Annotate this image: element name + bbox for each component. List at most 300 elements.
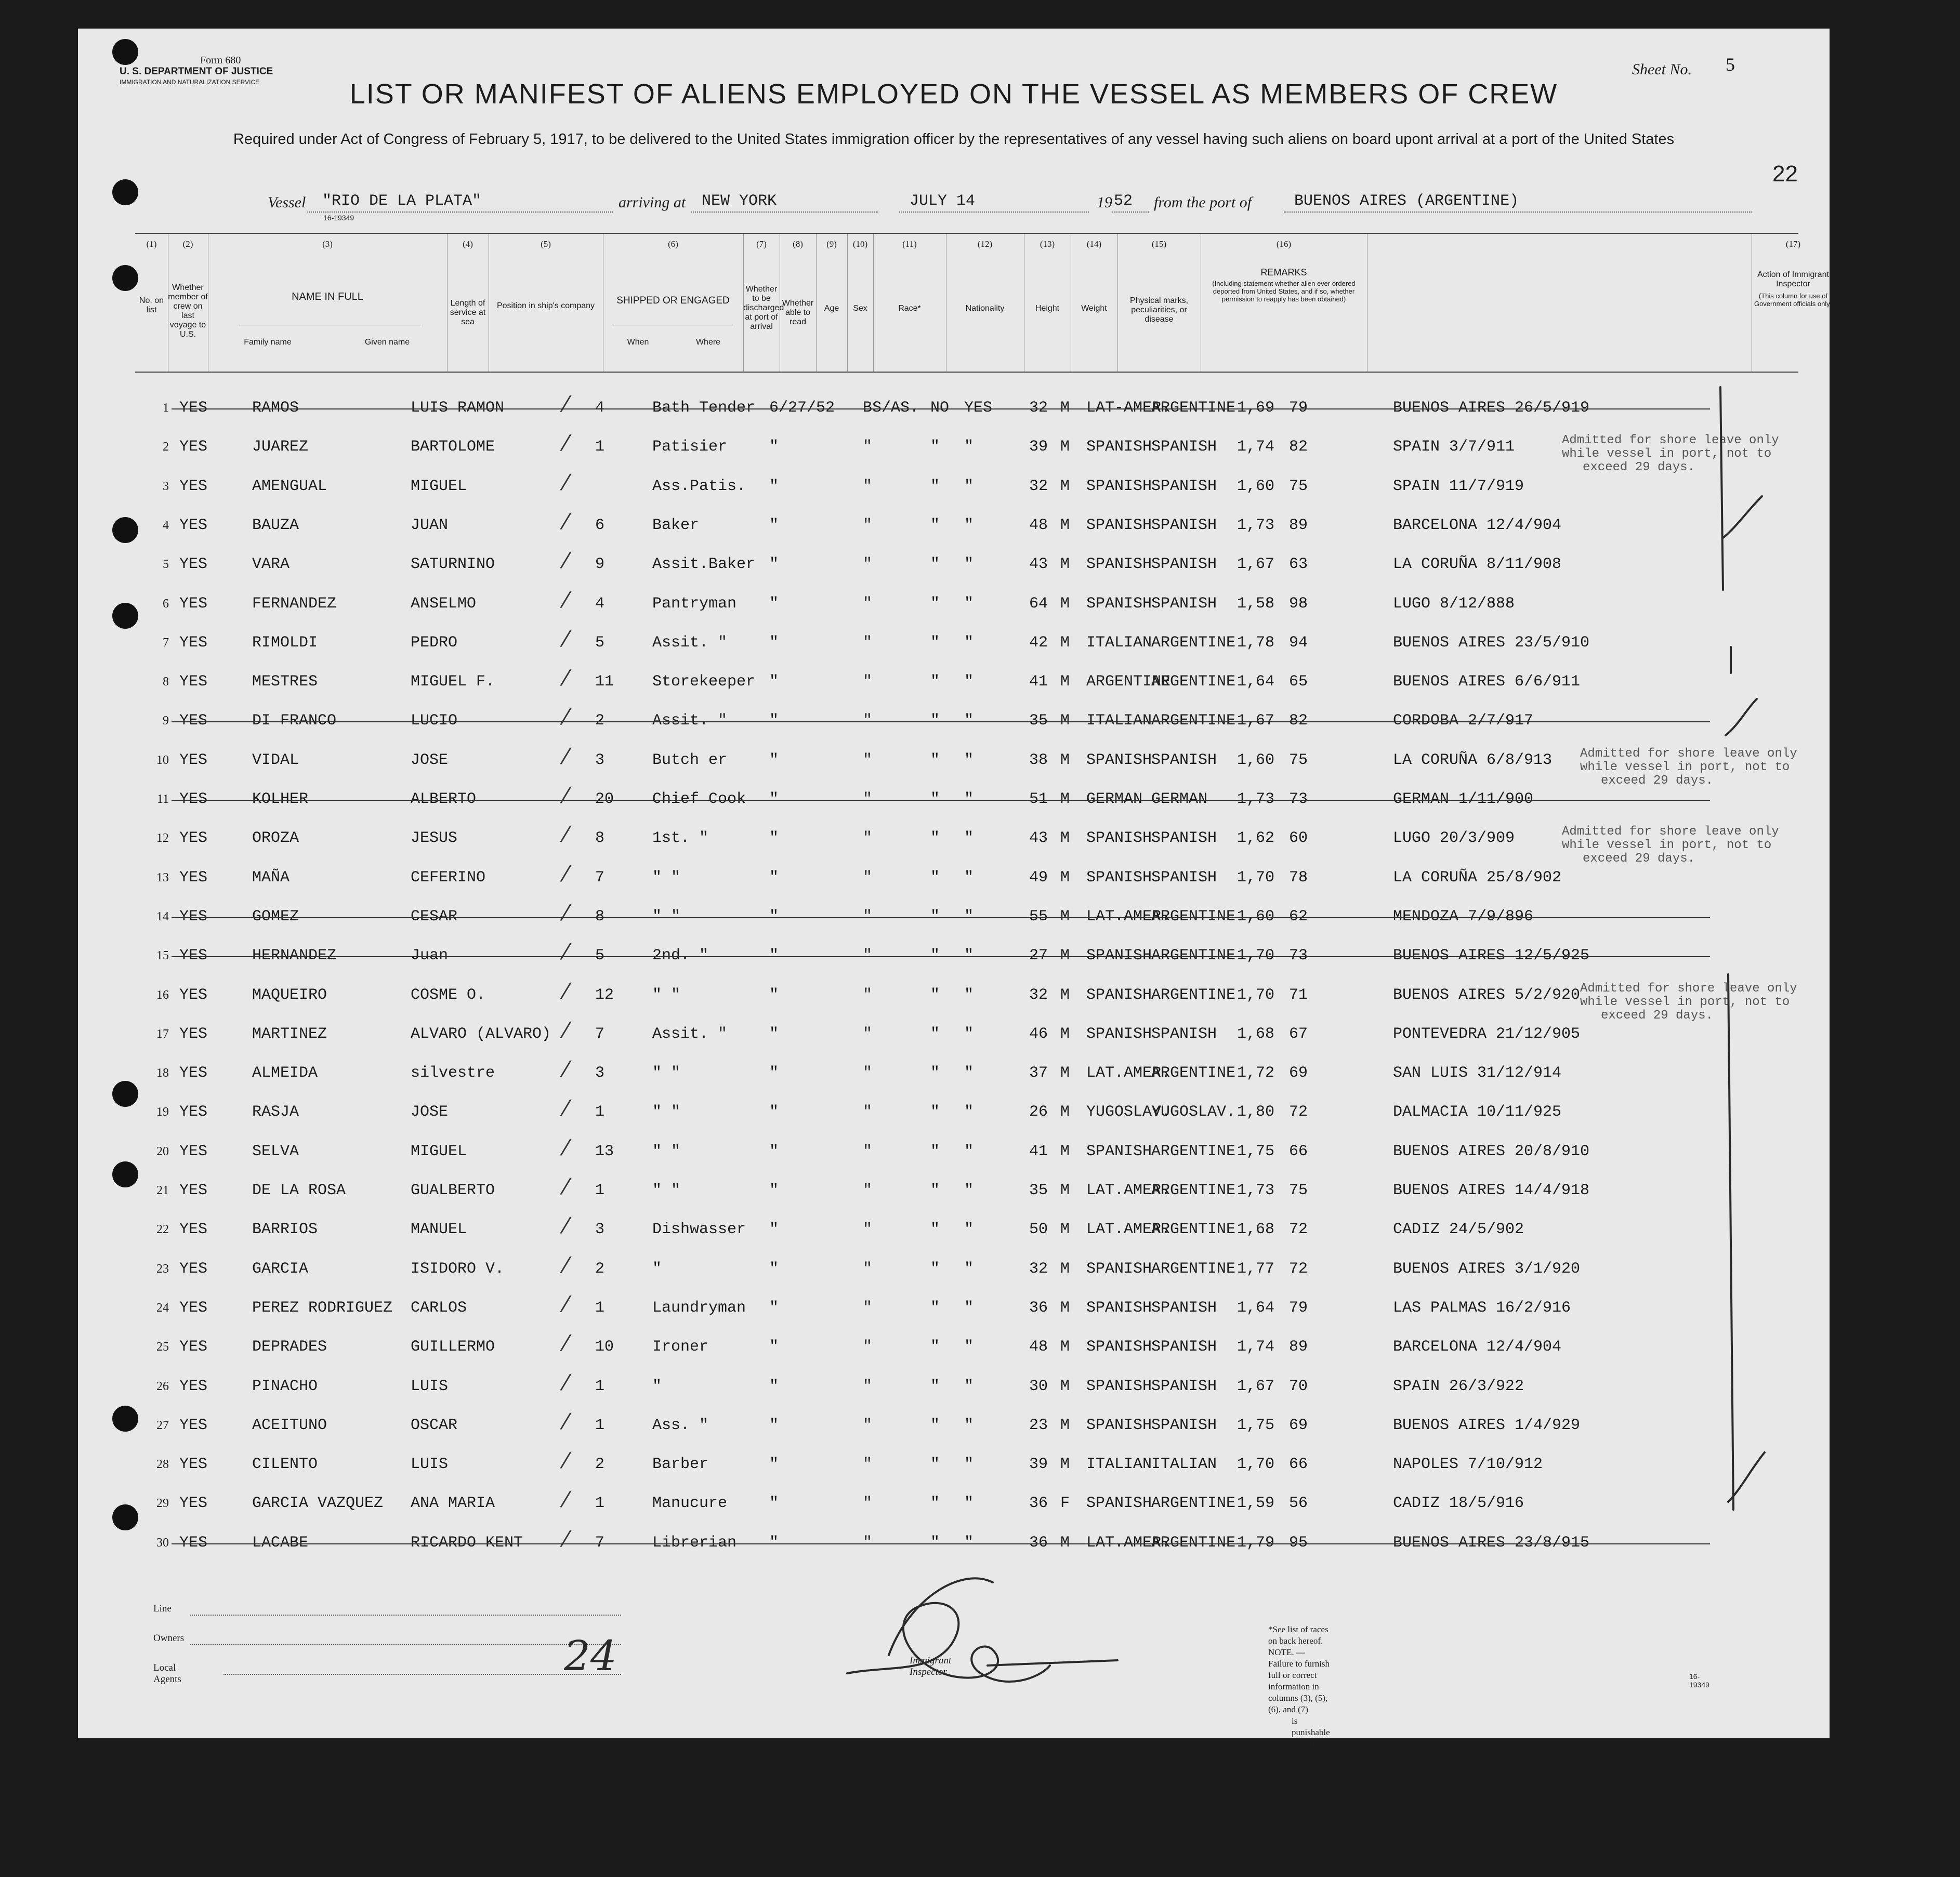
family-name: MESTRES [252, 673, 318, 691]
nationality: ARGENTINE [1151, 1495, 1236, 1513]
race: ITALIAN [1086, 712, 1152, 730]
able-to-read: " [964, 712, 974, 730]
pen-check-icon: ⁄ [564, 704, 568, 730]
remarks: BUENOS AIRES 3/1/920 [1393, 1260, 1581, 1278]
row-number: 18 [156, 1066, 169, 1080]
sex: M [1060, 1064, 1070, 1082]
height: 1,60 [1237, 751, 1275, 769]
shipped-when: " [769, 1495, 779, 1513]
department-name: U. S. DEPARTMENT OF JUSTICE [120, 66, 273, 77]
row-number: 21 [156, 1184, 169, 1197]
race: SPANISH [1086, 1260, 1152, 1278]
weight: 69 [1289, 1064, 1308, 1082]
sex: M [1060, 477, 1070, 495]
service-length: 7 [595, 1025, 605, 1043]
col-17-number: (17) [1785, 239, 1801, 249]
position: Assit. " [652, 633, 728, 652]
family-name: MARTINEZ [252, 1025, 327, 1043]
shipped-when: " [769, 477, 779, 495]
discharged: " [930, 1025, 940, 1043]
col-3-number: (3) [322, 239, 333, 249]
weight: 56 [1289, 1495, 1308, 1513]
remarks: SPAIN 26/3/922 [1393, 1377, 1524, 1395]
shipped-where: " [863, 516, 873, 534]
race: SPANISH [1086, 1338, 1152, 1356]
arrival-year: 52 [1114, 192, 1133, 210]
given-name: ANA MARIA [411, 1495, 495, 1513]
family-name: RASJA [252, 1103, 299, 1121]
family-name: VIDAL [252, 751, 299, 769]
race: SPANISH [1086, 1416, 1152, 1434]
service-length: 3 [595, 1221, 605, 1239]
position: Librerian [652, 1534, 737, 1552]
given-name: OSCAR [411, 1416, 458, 1434]
given-name: MIGUEL [411, 477, 467, 495]
discharged: " [930, 594, 940, 613]
age: 41 [1029, 673, 1048, 691]
able-to-read: " [964, 673, 974, 691]
previous-voyage: YES [179, 712, 208, 730]
pen-check-icon: ⁄ [564, 822, 568, 848]
age: 36 [1029, 1495, 1048, 1513]
col-8-number: (8) [793, 239, 803, 249]
shipped-when: " [769, 986, 779, 1004]
able-to-read: " [964, 1260, 974, 1278]
weight: 63 [1289, 556, 1308, 574]
sex: M [1060, 1456, 1070, 1474]
previous-voyage: YES [179, 1456, 208, 1474]
age: 37 [1029, 1064, 1048, 1082]
nationality: ARGENTINE [1151, 673, 1236, 691]
age: 49 [1029, 868, 1048, 887]
position: Dishwasser [652, 1221, 746, 1239]
race: LAT.AMER. [1086, 1221, 1171, 1239]
race: SPANISH [1086, 1025, 1152, 1043]
discharged: " [930, 790, 940, 808]
sex: F [1060, 1495, 1070, 1513]
height: 1,64 [1237, 673, 1275, 691]
shipped-where: " [863, 947, 873, 965]
remarks: BUENOS AIRES 26/5/919 [1393, 399, 1590, 417]
family-name: GOMEZ [252, 907, 299, 926]
family-name: MAÑA [252, 868, 290, 887]
race: SPANISH [1086, 829, 1152, 848]
sex: M [1060, 1377, 1070, 1395]
remarks: CORDOBA 2/7/917 [1393, 712, 1534, 730]
col-15-number: (15) [1151, 239, 1167, 249]
age: 39 [1029, 438, 1048, 456]
row-number: 28 [156, 1458, 169, 1472]
service-length: 8 [595, 907, 605, 926]
page-count: 22 [1772, 161, 1798, 187]
given-name: LUIS [411, 1377, 449, 1395]
pen-check-icon: ⁄ [564, 1174, 568, 1199]
shipped-when: " [769, 633, 779, 652]
arrival-date: JULY 14 [910, 192, 976, 210]
nationality: SPANISH [1151, 556, 1217, 574]
shipped-where: " [863, 790, 873, 808]
pen-check-icon: ⁄ [564, 783, 568, 808]
weight: 70 [1289, 1377, 1308, 1395]
age: 30 [1029, 1377, 1048, 1395]
inspector-bracket [1720, 387, 1723, 590]
race: LAT.AMER. [1086, 1064, 1171, 1082]
given-name: JOSE [411, 1103, 449, 1121]
col-4-header: Length of service at sea [450, 299, 486, 326]
row-number: 6 [163, 597, 169, 611]
pen-check-icon: ⁄ [564, 1291, 568, 1317]
age: 55 [1029, 907, 1048, 926]
family-name: DEPRADES [252, 1338, 327, 1356]
race: YUGOSLAV. [1086, 1103, 1171, 1121]
col-9-number: (9) [826, 239, 837, 249]
nationality: ARGENTINE [1151, 1142, 1236, 1160]
able-to-read: " [964, 1456, 974, 1474]
discharged: " [930, 1534, 940, 1552]
position: Ass. " [652, 1416, 709, 1434]
pen-check-icon: ⁄ [564, 1213, 568, 1239]
nationality: ARGENTINE [1151, 1260, 1236, 1278]
previous-voyage: YES [179, 594, 208, 613]
nationality: ARGENTINE [1151, 399, 1236, 417]
previous-voyage: YES [179, 556, 208, 574]
nationality: SPANISH [1151, 516, 1217, 534]
given-name: ANSELMO [411, 594, 477, 613]
position: Ironer [652, 1338, 709, 1356]
shipped-when: " [769, 556, 779, 574]
race: SPANISH [1086, 477, 1152, 495]
previous-voyage: YES [179, 1338, 208, 1356]
remarks: PONTEVEDRA 21/12/905 [1393, 1025, 1581, 1043]
height: 1,69 [1237, 399, 1275, 417]
nationality: ARGENTINE [1151, 1534, 1236, 1552]
race: SPANISH [1086, 947, 1152, 965]
given-name: JOSE [411, 751, 449, 769]
previous-voyage: YES [179, 907, 208, 926]
family-name: RIMOLDI [252, 633, 318, 652]
col-7-header: Whether to be discharged at port of arrival [743, 285, 784, 331]
footnote-races: *See list of races on back hereof. [1268, 1624, 1328, 1646]
inspector-tick [1726, 699, 1757, 735]
remarks: BARCELONA 12/4/904 [1393, 1338, 1562, 1356]
remarks: DALMACIA 10/11/925 [1393, 1103, 1562, 1121]
height: 1,70 [1237, 1456, 1275, 1474]
shipped-where: " [863, 477, 873, 495]
col-12-header: Nationality [965, 304, 1005, 313]
row-number: 26 [156, 1379, 169, 1393]
service-length: 2 [595, 1260, 605, 1278]
sex: M [1060, 751, 1070, 769]
inspector-label: Immigrant Inspector. [910, 1655, 952, 1677]
stamp-line: while vessel in port, not to [1562, 447, 1772, 461]
service-length: 2 [595, 1456, 605, 1474]
height: 1,70 [1237, 947, 1275, 965]
position: Ass.Patis. [652, 477, 746, 495]
row-number: 25 [156, 1340, 169, 1354]
weight: 65 [1289, 673, 1308, 691]
remarks: LAS PALMAS 16/2/916 [1393, 1299, 1571, 1317]
race: ITALIAN [1086, 1456, 1152, 1474]
col-10-header: Sex [853, 304, 867, 313]
given-name: LUCIO [411, 712, 458, 730]
pen-check-icon: ⁄ [564, 900, 568, 926]
vessel-label: Vessel [268, 194, 306, 211]
nationality: ARGENTINE [1151, 712, 1236, 730]
col-5-number: (5) [541, 239, 551, 249]
given-name: silvestre [411, 1064, 495, 1082]
shipped-when: " [769, 1534, 779, 1552]
row-number: 17 [156, 1027, 169, 1041]
weight: 69 [1289, 1416, 1308, 1434]
col-3-family: Family name [244, 338, 292, 347]
nationality: ARGENTINE [1151, 986, 1236, 1004]
sex: M [1060, 1142, 1070, 1160]
nationality: SPANISH [1151, 829, 1217, 848]
shipped-where: " [863, 1416, 873, 1434]
discharged: " [930, 438, 940, 456]
col-16-number: (16) [1276, 239, 1292, 249]
able-to-read: " [964, 594, 974, 613]
service-length: 1 [595, 1495, 605, 1513]
shipped-where: " [863, 1025, 873, 1043]
position: " " [652, 1182, 681, 1199]
previous-voyage: YES [179, 829, 208, 848]
height: 1,79 [1237, 1534, 1275, 1552]
weight: 95 [1289, 1534, 1308, 1552]
shipped-where: " [863, 907, 873, 926]
stamp-line: while vessel in port, not to [1562, 838, 1772, 853]
race: LAT.AMER. [1086, 1182, 1171, 1199]
race: LAT.AMER. [1086, 907, 1171, 926]
service-name: IMMIGRATION AND NATURALIZATION SERVICE [120, 78, 260, 86]
row-number: 4 [163, 518, 169, 532]
sex: M [1060, 556, 1070, 574]
sex: M [1060, 1260, 1070, 1278]
stamp-line: exceed 29 days. [1601, 1008, 1714, 1023]
remarks: BUENOS AIRES 14/4/918 [1393, 1182, 1590, 1199]
shipped-when: " [769, 829, 779, 848]
able-to-read: " [964, 516, 974, 534]
col-10-number: (10) [852, 239, 868, 249]
height: 1,60 [1237, 907, 1275, 926]
service-length: 1 [595, 438, 605, 456]
remarks: BUENOS AIRES 23/5/910 [1393, 633, 1590, 652]
service-length: 3 [595, 1064, 605, 1082]
nationality: ARGENTINE [1151, 633, 1236, 652]
shipped-when: " [769, 712, 779, 730]
family-name: OROZA [252, 829, 299, 848]
footnote-fine: is punishable by a fine of ten dollars for each alien. See other side. [1292, 1716, 1330, 1806]
row-number: 10 [156, 753, 169, 767]
shipped-when: " [769, 790, 779, 808]
position: 1st. " [652, 829, 709, 848]
height: 1,70 [1237, 868, 1275, 887]
age: 41 [1029, 1142, 1048, 1160]
nationality: SPANISH [1151, 1377, 1217, 1395]
weight: 71 [1289, 986, 1308, 1004]
weight: 94 [1289, 633, 1308, 652]
shipped-where: " [863, 829, 873, 848]
able-to-read: " [964, 438, 974, 456]
col-1-header: No. on list [139, 296, 164, 314]
arriving-label: arriving at [619, 194, 686, 211]
sheet-number-label: Sheet No. [1632, 61, 1692, 78]
nationality: SPANISH [1151, 594, 1217, 613]
height: 1,73 [1237, 790, 1275, 808]
able-to-read: " [964, 556, 974, 574]
col-3-given: Given name [364, 338, 410, 347]
family-name: HERNANDEZ [252, 947, 337, 965]
row-number: 22 [156, 1223, 169, 1237]
arrival-port: NEW YORK [702, 192, 777, 210]
service-length: 8 [595, 829, 605, 848]
position: " " [652, 986, 681, 1004]
family-name: PEREZ RODRIGUEZ [252, 1299, 393, 1317]
discharged: " [930, 673, 940, 691]
shipped-when: " [769, 947, 779, 965]
shipped-when: " [769, 1416, 779, 1434]
position: Barber [652, 1456, 709, 1474]
pen-check-icon: ⁄ [564, 978, 568, 1004]
remarks: NAPOLES 7/10/912 [1393, 1456, 1543, 1474]
shipped-when: " [769, 1182, 779, 1199]
pen-check-icon: ⁄ [564, 1487, 568, 1513]
race: LAT.AMER. [1086, 1534, 1171, 1552]
discharged: " [930, 633, 940, 652]
previous-voyage: YES [179, 1142, 208, 1160]
race: ARGENTINE [1086, 673, 1171, 691]
able-to-read: " [964, 1338, 974, 1356]
position: Laundryman [652, 1299, 746, 1317]
family-name: RAMOS [252, 399, 299, 417]
shipped-where: " [863, 712, 873, 730]
family-name: ACEITUNO [252, 1416, 327, 1434]
shipped-where: " [863, 751, 873, 769]
col-17-subheader: (This column for use of Government officials only) [1754, 292, 1833, 308]
discharged: " [930, 1103, 940, 1121]
discharged: " [930, 1299, 940, 1317]
shipped-where: " [863, 1103, 873, 1121]
service-length: 1 [595, 1416, 605, 1434]
pen-check-icon: ⁄ [564, 626, 568, 652]
weight: 66 [1289, 1456, 1308, 1474]
shipped-when: " [769, 516, 779, 534]
sex: M [1060, 1338, 1070, 1356]
manifest-sheet [78, 29, 1833, 1806]
given-name: BARTOLOME [411, 438, 495, 456]
pen-check-icon: ⁄ [564, 1252, 568, 1278]
weight: 75 [1289, 477, 1308, 495]
height: 1,73 [1237, 516, 1275, 534]
able-to-read: " [964, 477, 974, 495]
nationality: ARGENTINE [1151, 907, 1236, 926]
weight: 66 [1289, 1142, 1308, 1160]
height: 1,75 [1237, 1416, 1275, 1434]
col-11-number: (11) [902, 239, 917, 249]
weight: 89 [1289, 516, 1308, 534]
weight: 89 [1289, 1338, 1308, 1356]
weight: 67 [1289, 1025, 1308, 1043]
col-12-number: (12) [977, 239, 993, 249]
row-number: 2 [163, 440, 169, 454]
service-length: 7 [595, 1534, 605, 1552]
nationality: ARGENTINE [1151, 1182, 1236, 1199]
height: 1,80 [1237, 1103, 1275, 1121]
position: " " [652, 907, 681, 926]
previous-voyage: YES [179, 1416, 208, 1434]
remarks: BUENOS AIRES 5/2/920 [1393, 986, 1581, 1004]
shipped-where: " [863, 1142, 873, 1160]
form-code-footer: 16-19349 [1689, 1672, 1709, 1689]
col-14-number: (14) [1086, 239, 1102, 249]
shipped-when: " [769, 751, 779, 769]
family-name: BARRIOS [252, 1221, 318, 1239]
able-to-read: " [964, 633, 974, 652]
remarks: SPAIN 3/7/911 [1393, 438, 1515, 456]
stamp-line: Admitted for shore leave only [1580, 746, 1797, 761]
col-8-header: Whether able to read [782, 299, 814, 326]
sex: M [1060, 1182, 1070, 1199]
sex: M [1060, 399, 1070, 417]
race: SPANISH [1086, 1299, 1152, 1317]
able-to-read: " [964, 907, 974, 926]
signature-underline [988, 1660, 1117, 1665]
form-code: 16-19349 [323, 214, 354, 222]
col-16-header: REMARKS [1260, 267, 1307, 277]
height: 1,67 [1237, 556, 1275, 574]
line-label: Line [153, 1603, 172, 1614]
inspector-tick [1723, 496, 1762, 538]
discharged: " [930, 907, 940, 926]
service-length: 13 [595, 1142, 614, 1160]
family-name: BAUZA [252, 516, 299, 534]
race: SPANISH [1086, 516, 1152, 534]
pen-check-icon: ⁄ [564, 548, 568, 574]
discharged: " [930, 1416, 940, 1434]
remarks: LA CORUÑA 25/8/902 [1393, 868, 1562, 887]
family-name: ALMEIDA [252, 1064, 318, 1082]
shipped-when: 6/27/52 [769, 399, 835, 417]
row-number: 29 [156, 1497, 169, 1511]
pen-check-icon: ⁄ [564, 1134, 568, 1160]
able-to-read: " [964, 1103, 974, 1121]
col-6-when: When [627, 338, 649, 347]
weight: 72 [1289, 1103, 1308, 1121]
service-length: 5 [595, 947, 605, 965]
previous-voyage: YES [179, 1221, 208, 1239]
position: Assit. " [652, 1025, 728, 1043]
weight: 72 [1289, 1221, 1308, 1239]
sex: M [1060, 712, 1070, 730]
row-number: 24 [156, 1301, 169, 1315]
pen-check-icon: ⁄ [564, 469, 568, 495]
given-name: CEFERINO [411, 868, 486, 887]
sex: M [1060, 1103, 1070, 1121]
remarks: GERMAN 1/11/900 [1393, 790, 1534, 808]
family-name: LACABE [252, 1534, 309, 1552]
position: " " [652, 868, 681, 887]
nationality: SPANISH [1151, 1416, 1217, 1434]
remarks: SAN LUIS 31/12/914 [1393, 1064, 1562, 1082]
position: Chief Cook [652, 790, 746, 808]
height: 1,72 [1237, 1064, 1275, 1082]
able-to-read: " [964, 751, 974, 769]
position: Patisier [652, 438, 728, 456]
nationality: SPANISH [1151, 868, 1217, 887]
pen-check-icon: ⁄ [564, 1408, 568, 1434]
able-to-read: " [964, 1416, 974, 1434]
service-length: 1 [595, 1182, 605, 1199]
